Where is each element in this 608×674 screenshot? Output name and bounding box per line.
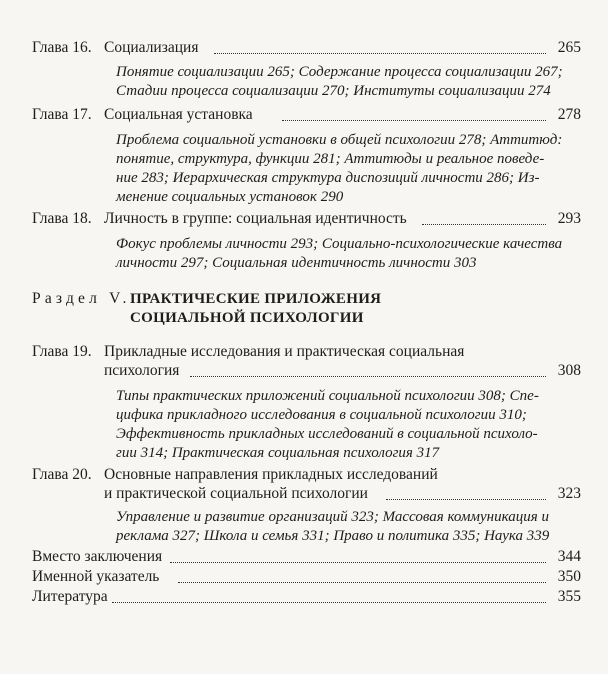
chapter-label: Глава 19. — [32, 343, 92, 360]
chapter-title: Социальная установка — [104, 106, 253, 123]
dot-leader — [386, 499, 546, 500]
toc-literature[interactable] — [0, 586, 608, 608]
toc-subtopics — [0, 442, 608, 464]
subtopic-line: Управление и развитие организаций 323; Массовая коммуникация и — [116, 509, 549, 525]
chapter-label: Глава 17. — [32, 106, 92, 123]
section-title: ПРАКТИЧЕСКИЕ ПРИЛОЖЕНИЯ — [130, 291, 382, 307]
dot-leader — [178, 582, 546, 583]
subtopic-line: личности 297; Социальная идентичность личности 303 — [116, 255, 477, 271]
section-label: Раздел V. — [32, 290, 131, 307]
toc-conclusion[interactable] — [0, 546, 608, 568]
toc-chapter-19-cont[interactable] — [0, 360, 608, 382]
chapter-title: Личность в группе: социальная идентичность — [104, 210, 407, 227]
toc-chapter-17[interactable] — [0, 104, 608, 126]
page-number: 344 — [557, 548, 581, 565]
dot-leader — [214, 53, 546, 54]
subtopic-line: Эффективность прикладных исследований в социальной психоло- — [116, 426, 538, 442]
page-number: 278 — [557, 106, 581, 123]
toc-subtopics — [0, 186, 608, 208]
toc-subtopics — [0, 80, 608, 102]
entry-title: Вместо заключения — [32, 548, 163, 565]
dot-leader — [422, 224, 546, 225]
entry-title: Литература — [32, 588, 108, 605]
subtopic-line: цифика прикладного исследования в социальной психологии 310; — [116, 407, 527, 423]
chapter-title: и практической социальной психологии — [104, 485, 368, 502]
toc-chapter-18[interactable] — [0, 208, 608, 230]
chapter-title: Прикладные исследования и практическая социальная — [104, 343, 465, 360]
toc-subtopics — [0, 252, 608, 274]
chapter-label: Глава 18. — [32, 210, 92, 227]
toc-name-index[interactable] — [0, 566, 608, 588]
dot-leader — [282, 120, 546, 121]
subtopic-line: Проблема социальной установки в общей психологии 278; Аттитюд: — [116, 132, 563, 148]
page-number: 355 — [557, 588, 581, 605]
subtopic-line: менение социальных установок 290 — [116, 189, 344, 205]
section-title: СОЦИАЛЬНОЙ ПСИХОЛОГИИ — [130, 310, 364, 326]
toc-chapter-16[interactable] — [0, 37, 608, 59]
toc-chapter-20-cont[interactable] — [0, 483, 608, 505]
subtopic-line: реклама 327; Школа и семья 331; Право и политика 335; Наука 339 — [116, 528, 550, 544]
subtopic-line: гии 314; Практическая социальная психология 317 — [116, 445, 440, 461]
subtopic-line: Стадии процесса социализации 270; Институты социализации 274 — [116, 83, 551, 99]
chapter-title: Основные направления прикладных исследований — [104, 466, 438, 483]
page-number: 350 — [557, 568, 581, 585]
dot-leader — [170, 562, 546, 563]
subtopic-line: Типы практических приложений социальной психологии 308; Спе- — [116, 388, 539, 404]
page-number: 308 — [557, 362, 581, 379]
chapter-label: Глава 16. — [32, 39, 92, 56]
dot-leader — [190, 376, 546, 377]
chapter-title: Социализация — [104, 39, 199, 56]
chapter-title: психология — [104, 362, 180, 379]
entry-title: Именной указатель — [32, 568, 160, 585]
subtopic-line: понятие, структура, функции 281; Аттитюды и реальное поведе- — [116, 151, 545, 167]
subtopic-line: ние 283; Иерархическая структура диспозиций личности 286; Из- — [116, 170, 540, 186]
chapter-label: Глава 20. — [32, 466, 92, 483]
page-number: 293 — [557, 210, 581, 227]
page-number: 265 — [557, 39, 581, 56]
subtopic-line: Фокус проблемы личности 293; Социально-психологические качества — [116, 236, 563, 252]
page-number: 323 — [557, 485, 581, 502]
toc-section-5-cont — [0, 307, 608, 329]
toc-subtopics — [0, 525, 608, 547]
dot-leader — [112, 602, 546, 603]
subtopic-line: Понятие социализации 265; Содержание процесса социализации 267; — [116, 64, 563, 80]
